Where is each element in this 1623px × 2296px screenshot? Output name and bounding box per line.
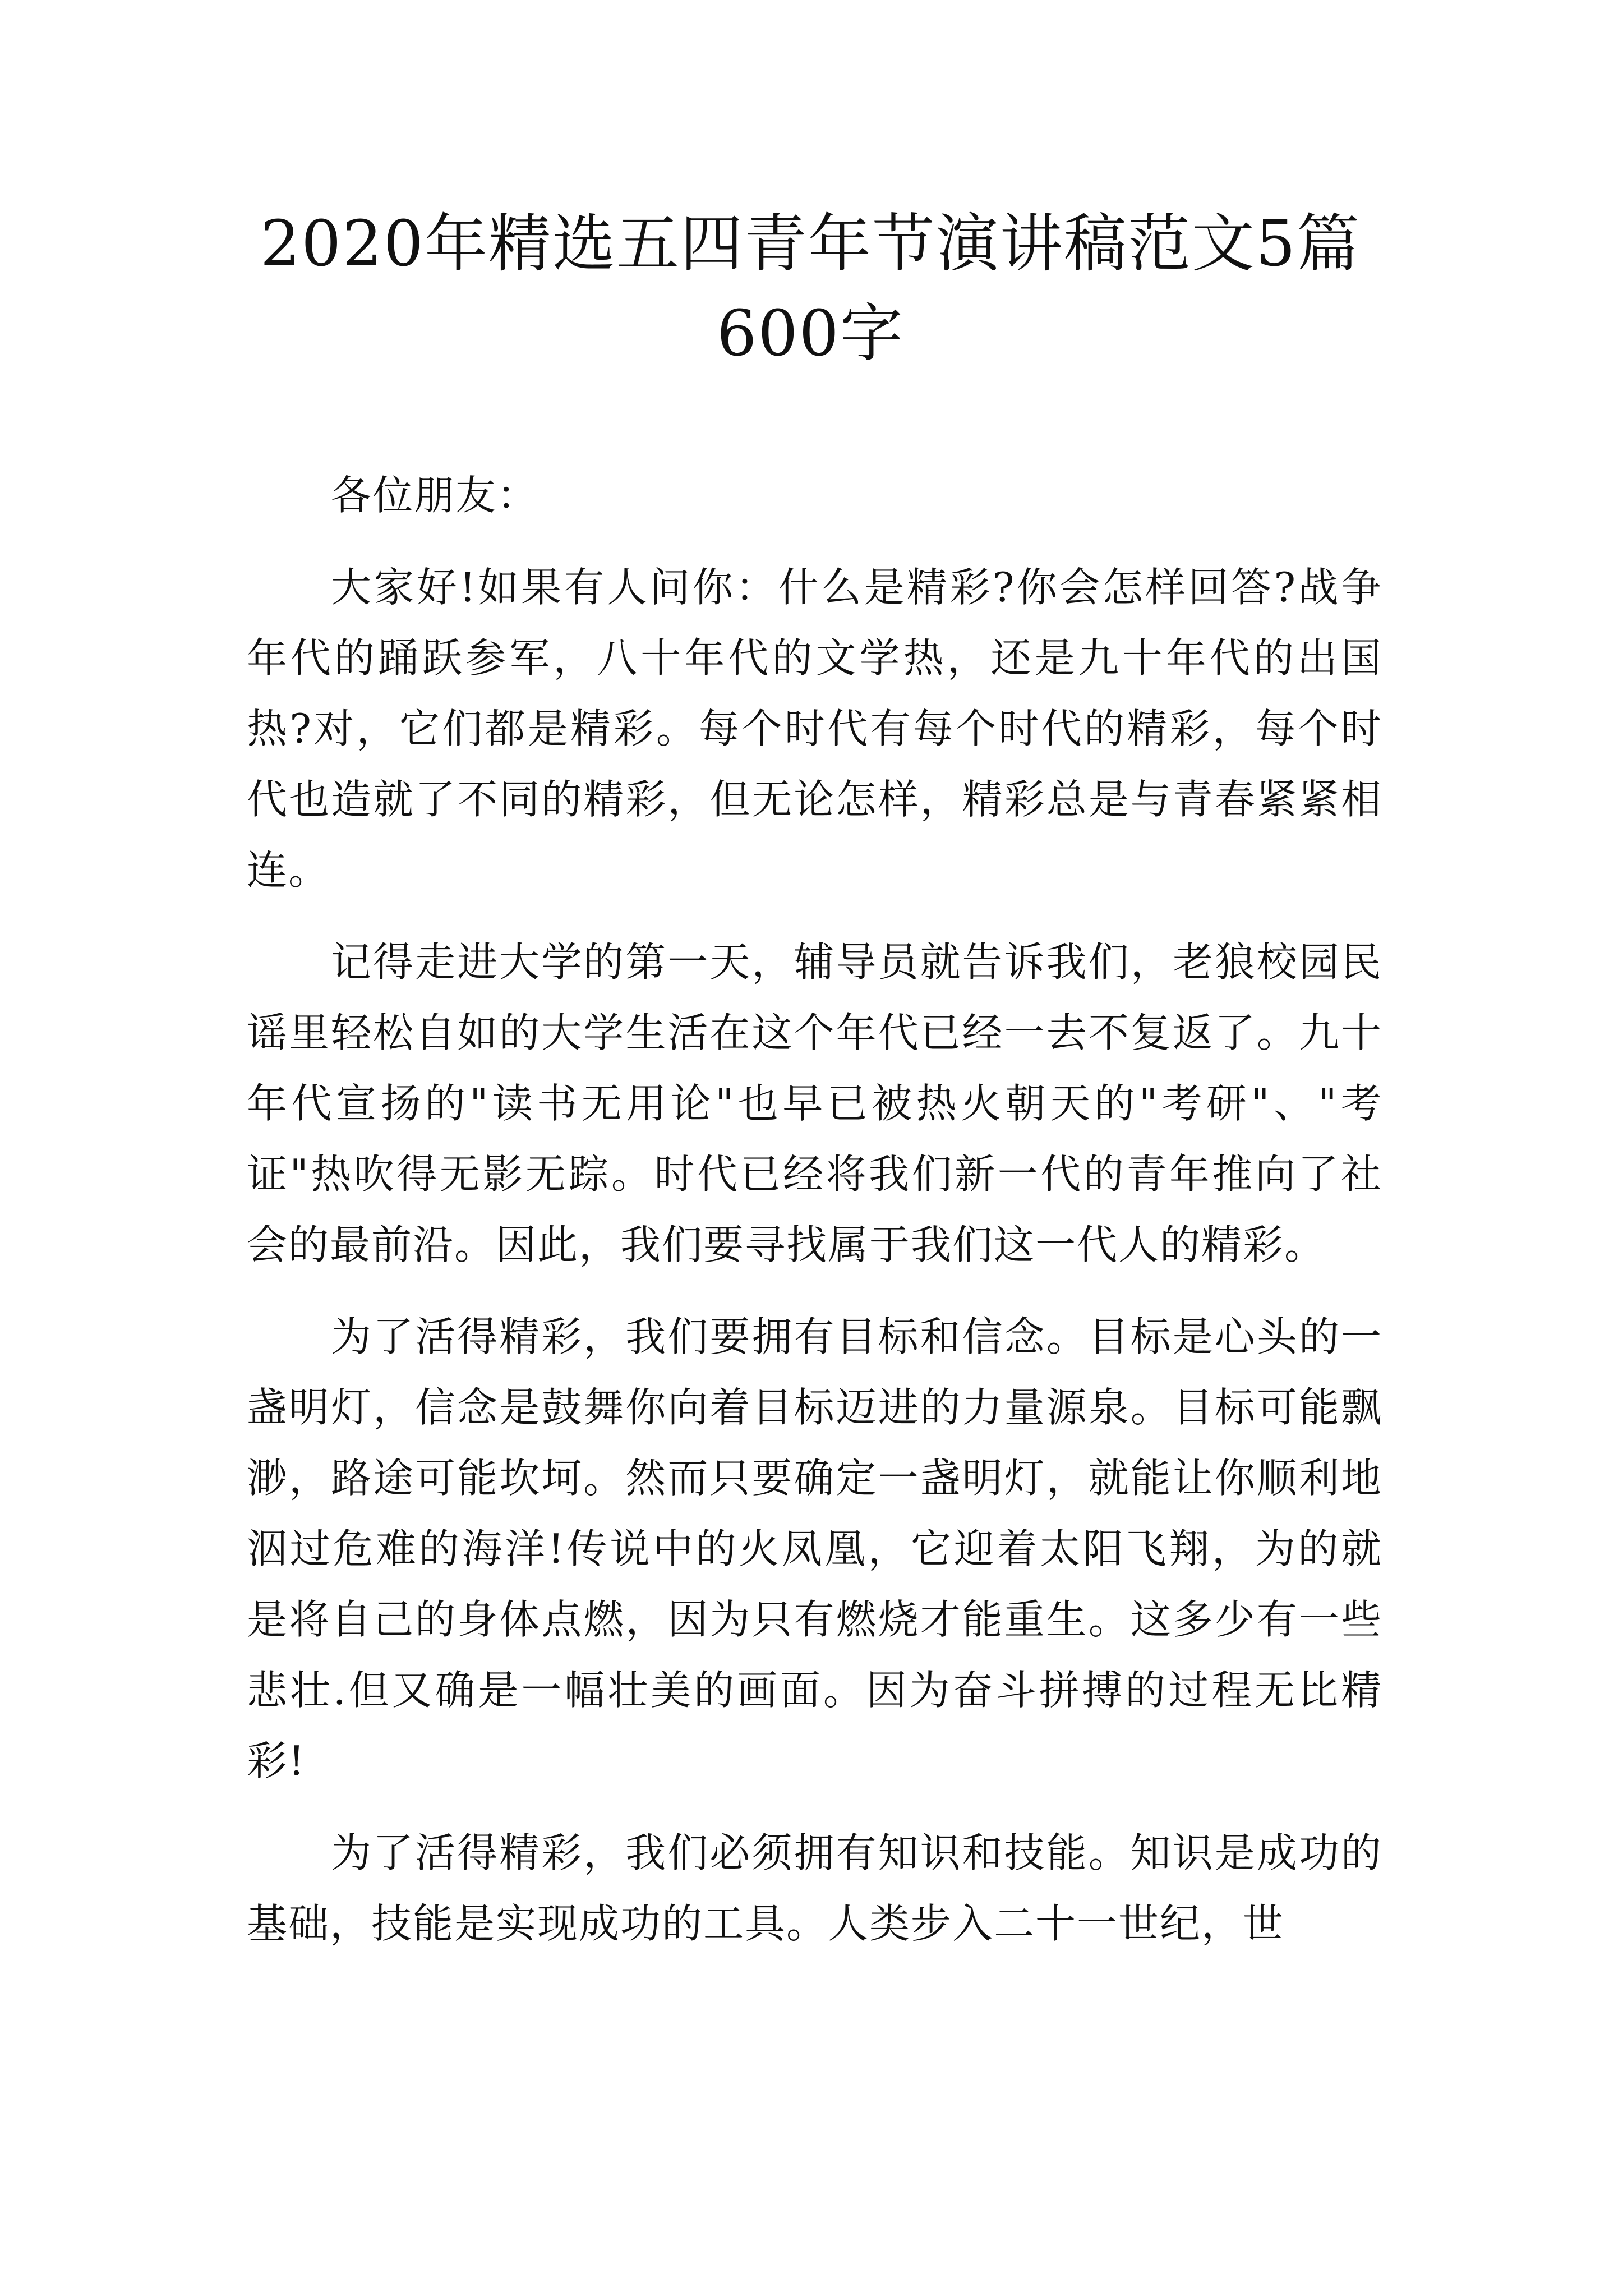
body-paragraph: 为了活得精彩，我们要拥有目标和信念。目标是心头的一盏明灯，信念是鼓舞你向着目标迈进的力量源泉。目标可能飘渺，路途可能坎坷。然而只要确定一盏明灯，就能让你顺利地泅过危难的海洋!传说中的火凤凰，它迎着太阳飞翔，为的就是将自己的身体点燃，因为只有燃烧才能重生。这多少有一些悲壮.但又确是一幅壮美的画面。因为奋斗拼搏的过程无比精彩! [247, 1313, 1382, 1784]
greeting-paragraph: 各位朋友： [331, 472, 539, 519]
document-title: 2020年精选五四青年节演讲稿范文5篇600字 [260, 208, 1361, 370]
body-paragraph: 记得走进大学的第一天，辅导员就告诉我们，老狼校园民谣里轻松自如的大学生活在这个年代已经一去不复返了。九十年代宣扬的"读书无用论"也早已被热火朝天的"考研"、"考证"热吹得无影无踪。时代已经将我们新一代的青年推向了社会的最前沿。因此，我们要寻找属于我们这一代人的精彩。 [247, 938, 1382, 1268]
body-paragraph: 为了活得精彩，我们必须拥有知识和技能。知识是成功的基础，技能是实现成功的工具。人类步入二十一世纪，世 [247, 1829, 1382, 1947]
body-paragraph: 大家好!如果有人问你：什么是精彩?你会怎样回答?战争年代的踊跃参军，八十年代的文学热，还是九十年代的出国热?对，它们都是精彩。每个时代有每个时代的精彩，每个时代也造就了不同的精彩，但无论怎样，精彩总是与青春紧紧相连。 [247, 564, 1382, 894]
document-body [247, 460, 1382, 1959]
